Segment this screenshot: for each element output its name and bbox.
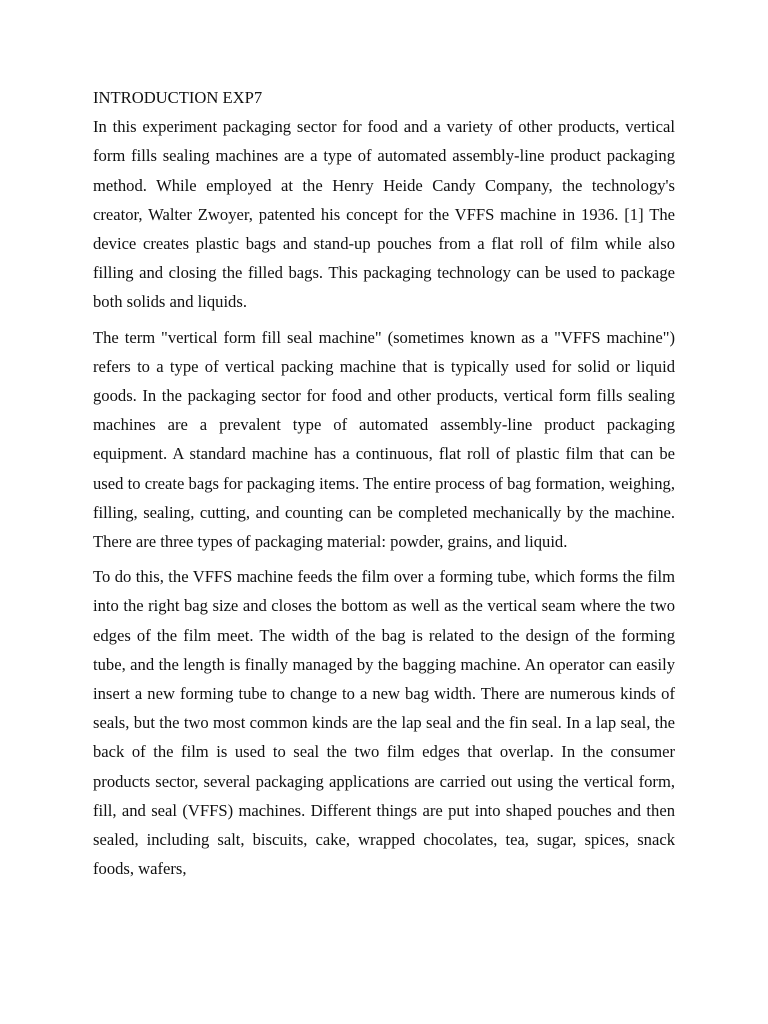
section-heading: INTRODUCTION EXP7 [93, 88, 263, 107]
paragraph-vffs-definition: The term "vertical form fill seal machine" (sometimes known as a "VFFS machine") refers to a type of vertical packing machine that is typically used for solid or liquid goods. In the packaging sector for food and other products, vertical form fills sealing machines are a prevalent type of automated assembly-line product packaging equipment. A standard machine has a continuous, flat roll of plastic film that can be used to create bags for packaging items. The entire process of bag formation, weighing, filling, sealing, cutting, and counting can be completed mechanically by the machine. There are three types of packaging material: powder, grains, and liquid. [93, 327, 675, 552]
paragraph-intro: In this experiment packaging sector for food and a variety of other products, vertical form fills sealing machines are a type of automated assembly-line product packaging method. While employed at the Henry Heide Candy Company, the technology's creator, Walter Zwoyer, patented his concept for the VFFS machine in 1936. [1] The device creates plastic bags and stand-up pouches from a flat roll of film while also filling and closing the filled bags. This packaging technology can be used to package both solids and liquids. [93, 117, 675, 312]
document-body [93, 83, 675, 889]
paragraph-vffs-process: To do this, the VFFS machine feeds the film over a forming tube, which forms the film into the right bag size and closes the bottom as well as the vertical seam where the two edges of the film meet. The width of the bag is related to the design of the forming tube, and the length is finally managed by the bagging machine. An operator can easily insert a new forming tube to change to a new bag width. There are numerous kinds of seals, but the two most common kinds are the lap seal and the fin seal. In a lap seal, the back of the film is used to seal the two film edges that overlap. In the consumer products sector, several packaging applications are carried out using the vertical form, fill, and seal (VFFS) machines. Different things are put into shaped pouches and then sealed, including salt, biscuits, cake, wrapped chocolates, tea, sugar, spices, snack foods, wafers, [93, 567, 675, 879]
